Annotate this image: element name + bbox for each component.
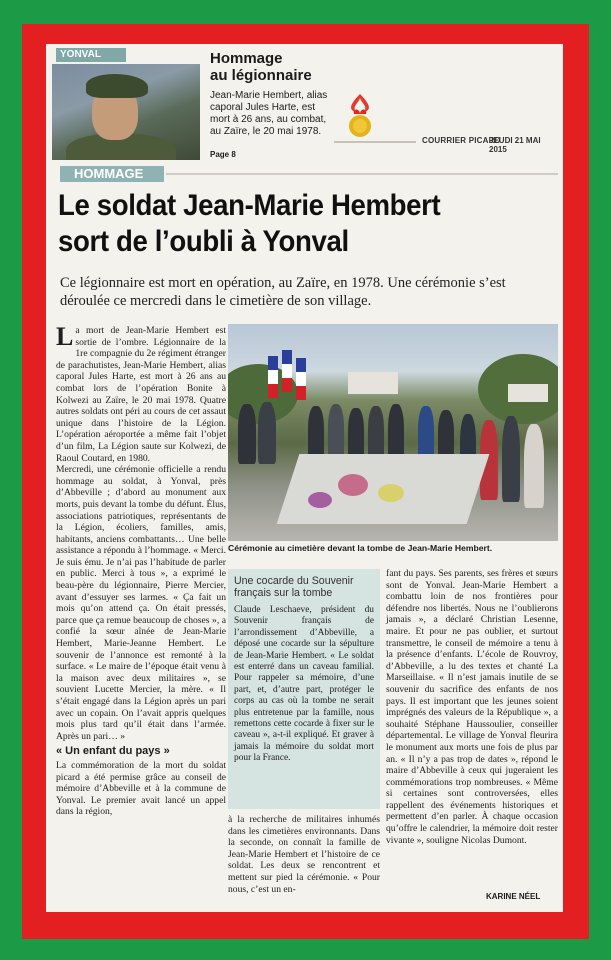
standfirst: Ce légionnaire est mort en opération, au Zaïre, en 1978. Une cérémonie s’est déroulée ce mercredi dans le cimetière de son village.	[60, 275, 506, 309]
photo-caption: Cérémonie au cimetière devant la tombe de Jean-Marie Hembert.	[228, 543, 493, 553]
sidebar-title: Une cocarde du Souvenir français sur la tombe	[234, 575, 354, 599]
paragraph: a mort de Jean-Marie Hembert est sortie de l’ombre. Légionnaire de la 1re compagnie du 2e régiment étranger de parachutistes, Jean-Marie Hembert, alias caporal Jules Harte, est mort à 26 ans au combat lors de l’opération Bonite à Kolwezi au Zaïre, le 20 mai 1978. Quatre autres soldats ont péri au cours de cet assaut unique dans l’histoire de la Légion. L’opération aéroportée a même fait l’objet d’un film, La Légion saute sur Kolwezi, de Raoul Coutard, en 1980.	[56, 325, 226, 464]
teaser-tag: YONVAL	[56, 48, 126, 62]
rubric-divider	[166, 173, 558, 175]
teaser-title: Hommage au légionnaire	[210, 50, 312, 84]
sidebar-box	[228, 569, 380, 809]
article-column-3: fant du pays. Ses parents, ses frères et sœurs sont de Yonval. Jean-Marie Hembert a combattu loin de nos frontières pour défendre nos libertés. Nous ne l’oublierons jamais », a déclaré Christian Lesenne, maire. Et pour ne pas oublier, et surtout transmettre, le conseil de mémoire a tenu à la présence d’enfants. L’école de Rouvroy, d’Abbeville, a lu des textes et chanté La Marseillaise. « Il n’est jamais inutile de se souvenir du sacrifice des enfants de nos pays. Il est important que les jeunes soient imprégnés des valeurs de la République », a souhaité Stéphane Haussoulier, conseiller départemental. Le village de Yonval fleurira le monument aux morts une fois de plus par an. « Il n’y a pas trop de dates », répond le maire d’Abbeville à ceux qui jugeraient les commémorations trop nombreuses. « Même si certaines sont controversées, elles rappellent des événements historiques et permettent d’en parler. À chaque occasion qu’offre le calendrier, la mémoire doit rester vivante », souligne Nicolas Dumont.	[386, 568, 558, 846]
newspaper-clipping	[46, 44, 563, 912]
headline: Le soldat Jean-Marie Hembert sort de l’oubli à Yonval	[58, 189, 441, 258]
article-column-2: à la recherche de militaires inhumés dans les cimetières environnants. Dans la seconde, on connaît la famille de Jean-Marie Hembert et l’histoire de ce soldat. Les deux se rencontrent et mettent sur pied la cérémonie. « Pour nous, c’est un en-	[228, 814, 380, 895]
teaser-page-ref: Page 8	[210, 150, 236, 159]
teaser-box	[52, 46, 326, 164]
teaser-text: Jean-Marie Hembert, alias caporal Jules Harte, est mort à 26 ans, au combat, au Zaïre, le 20 mai 1978.	[210, 90, 328, 137]
sidebar-body: Claude Leschaeve, président du Souvenir français de l’arrondissement d’Abbeville, a déposé une cocarde sur la sépulture de Jean-Marie Hembert. « Le soldat est enterré dans un caveau familial. Pour rappeler sa mémoire, d’une part, et, d’autre part, protéger le corps au cas où la tombe ne serait plus entretenue par la famille, nous remettons cette cocarde à fixer sur le caveau », a-t-il expliqué. Et graver à jamais la mémoire du soldat mort pour la France.	[234, 605, 374, 764]
article-column-1	[56, 322, 226, 818]
section-rubric: HOMMAGE	[60, 166, 164, 182]
subheading: « Un enfant du pays »	[56, 745, 170, 758]
soldier-portrait-image	[52, 64, 200, 160]
paragraph: La commémoration de la mort du soldat picard a été permise grâce au conseil de mémoire d’Abbeville et à la commune de Yonval. Le premier avait lancé un appel dans la région,	[56, 759, 226, 818]
newspaper-name: COURRIER PICARD	[422, 136, 501, 145]
paragraph: Mercredi, une cérémonie officielle a rendu hommage au soldat, à Yonval, près d’Abbeville ; d’abord au monument aux morts, puis devant la tombe du défunt. Élus, associations patriotiques, représentants de la Légion, écoliers, familles, amis, habitants, anciens combattants… Une belle assistance a répondu à l’hommage. « Merci. Je suis ému. Je n’ai pas l’habitude de parler en public. Merci à tous », a exprimé le beau-père du légionnaire, Pierre Mercier, avant d’essuyer ses larmes. « Ça fait un mois qu’on attend ça. On était pressés, parce que ça remue beaucoup de choses », a confié la sœur aînée de Jean-Marie Hembert, Marie-Jeanne Hembert. Le souvenir de l’annonce est remonté à la surface. « Le maire de l’époque était venu à la maison avec deux militaires », se souvient Lucette Mercier, la mère. « Il s’était engagé dans la Légion après un pari avec un copain. On l’avait appris quelques mois plus tard qu’il était dans l’armée. Après un pari… »	[56, 464, 226, 742]
ceremony-photo	[228, 324, 558, 541]
byline: KARINE NÉEL	[486, 892, 541, 901]
drop-cap: L	[56, 322, 74, 351]
masthead-strip	[334, 136, 559, 154]
issue-date: JEUDI 21 MAI 2015	[489, 136, 541, 154]
